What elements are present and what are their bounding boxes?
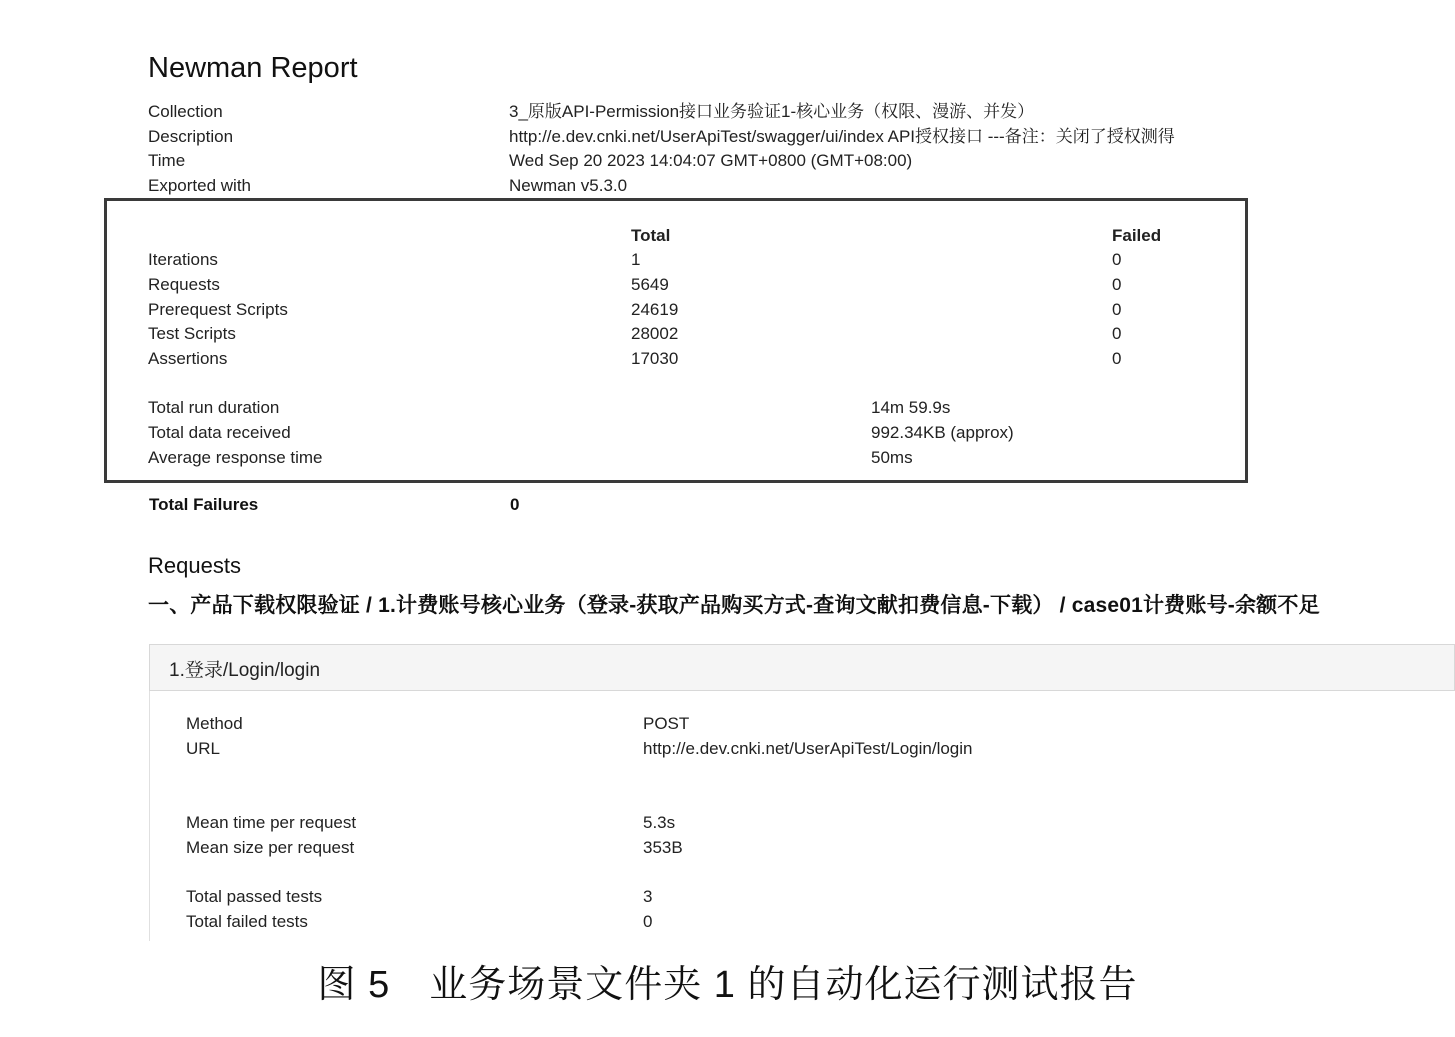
summary-row-total: 17030 (631, 349, 679, 368)
summary-row-total: 5649 (631, 275, 669, 294)
stat-label-run-duration: Total run duration (148, 398, 280, 417)
mean-time-label: Mean time per request (186, 813, 357, 832)
summary-row-total: 1 (631, 250, 641, 269)
meta-label-collection: Collection (148, 102, 223, 121)
meta-label-time: Time (148, 151, 186, 170)
meta-value-description: http://e.dev.cnki.net/UserApiTest/swagger/ui/index API授权接口 ---备注：关闭了授权测得 (509, 127, 1175, 146)
total-failures-value: 0 (510, 495, 520, 514)
summary-row-label: Assertions (148, 349, 228, 368)
total-failures-label: Total Failures (149, 495, 259, 514)
figure-caption: 图 5 业务场景文件夹 1 的自动化运行测试报告 (317, 964, 1138, 1006)
meta-value-exported-with: Newman v5.3.0 (509, 176, 628, 195)
meta-label-exported-with: Exported with (148, 176, 251, 195)
mean-size-label: Mean size per request (186, 838, 355, 857)
mean-size-value: 353B (643, 838, 683, 857)
summary-row-label: Iterations (148, 250, 218, 269)
summary-row-label: Test Scripts (148, 324, 236, 343)
summary-row-failed: 0 (1112, 349, 1122, 368)
report-title: Newman Report (148, 52, 358, 84)
meta-value-collection: 3_原版API-Permission接口业务验证1-核心业务（权限、漫游、并发） (509, 102, 1035, 121)
summary-row-failed: 0 (1112, 275, 1122, 294)
request-panel-header[interactable] (149, 644, 1455, 691)
summary-row-total: 28002 (631, 324, 679, 343)
stat-label-avg-response: Average response time (148, 448, 323, 467)
summary-row-label: Prerequest Scripts (148, 300, 288, 319)
summary-header-total: Total (631, 226, 671, 245)
request-title[interactable]: 1.登录/Login/login (169, 660, 321, 681)
stat-value-run-duration: 14m 59.9s (871, 398, 951, 417)
url-label: URL (186, 739, 221, 758)
url-value: http://e.dev.cnki.net/UserApiTest/Login/login (643, 739, 973, 758)
mean-time-value: 5.3s (643, 813, 676, 832)
passed-tests-label: Total passed tests (186, 887, 323, 906)
summary-row-total: 24619 (631, 300, 679, 319)
failed-tests-label: Total failed tests (186, 912, 308, 931)
summary-row-failed: 0 (1112, 250, 1122, 269)
stat-value-data-received: 992.34KB (approx) (871, 423, 1014, 442)
summary-header-failed: Failed (1112, 226, 1162, 245)
passed-tests-value: 3 (643, 887, 653, 906)
summary-row-failed: 0 (1112, 300, 1122, 319)
summary-row-label: Requests (148, 275, 220, 294)
meta-value-time: Wed Sep 20 2023 14:04:07 GMT+0800 (GMT+08:00) (509, 151, 913, 170)
method-label: Method (186, 714, 243, 733)
summary-row-failed: 0 (1112, 324, 1122, 343)
stat-label-data-received: Total data received (148, 423, 291, 442)
meta-label-description: Description (148, 127, 234, 146)
requests-heading: Requests (148, 553, 241, 578)
folder-breadcrumb: 一、产品下载权限验证 / 1.计费账号核心业务（登录-获取产品购买方式-查询文献扣费信息-下载） / case01计费账号-余额不足 (148, 594, 1320, 617)
failed-tests-value: 0 (643, 912, 653, 931)
method-value: POST (643, 714, 690, 733)
stat-value-avg-response: 50ms (871, 448, 913, 467)
